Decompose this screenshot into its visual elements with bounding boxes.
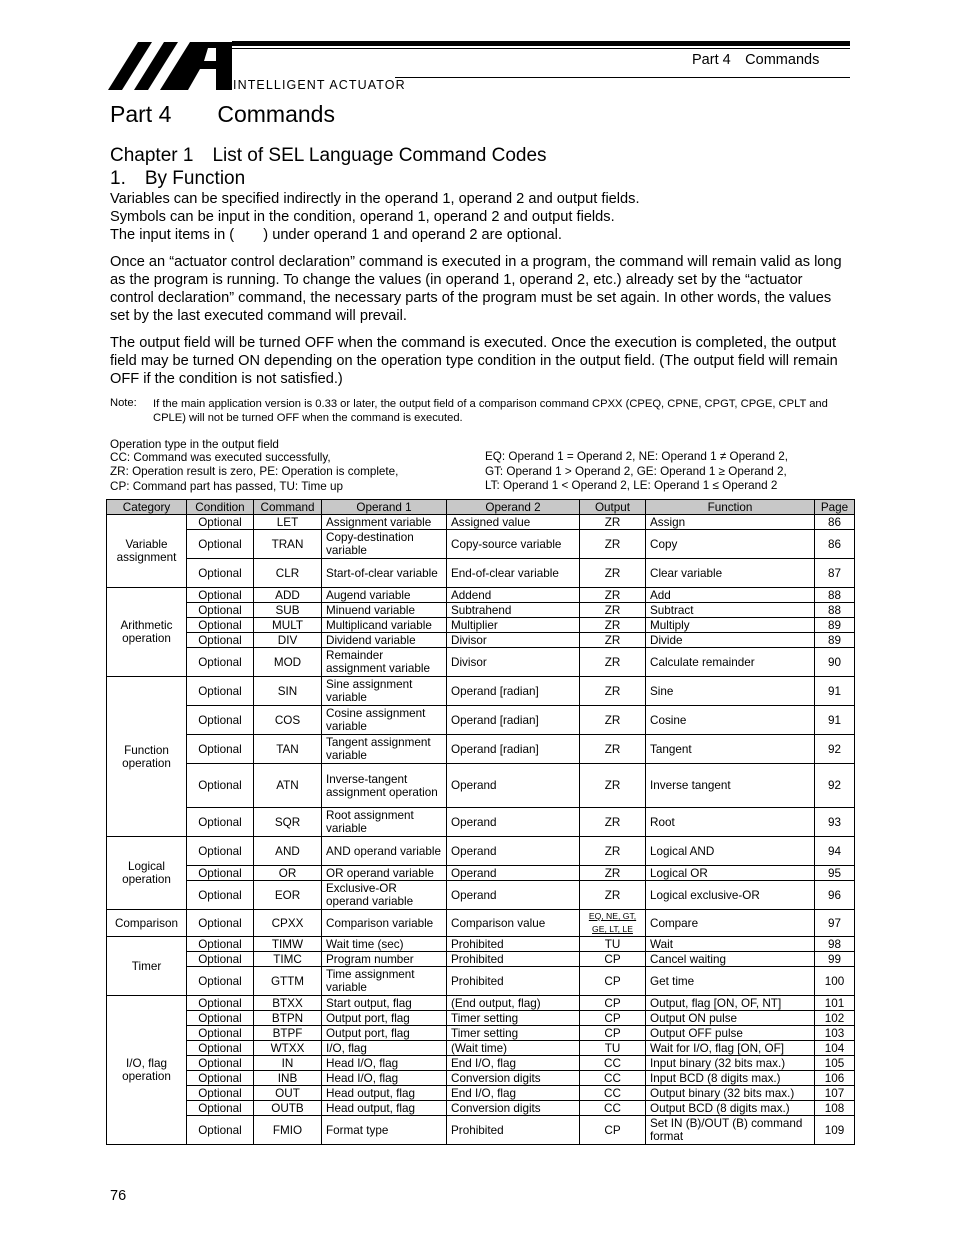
condition-cell: Optional bbox=[187, 648, 254, 677]
operand1-cell: Sine assignment variable bbox=[322, 677, 447, 706]
operand2-cell: Copy-source variable bbox=[447, 530, 580, 559]
operand1-cell: AND operand variable bbox=[322, 837, 447, 866]
page-cell: 87 bbox=[815, 559, 855, 588]
command-cell: DIV bbox=[254, 633, 322, 648]
condition-cell: Optional bbox=[187, 1071, 254, 1086]
operand2-cell: Operand [radian] bbox=[447, 677, 580, 706]
command-cell: BTXX bbox=[254, 996, 322, 1011]
condition-cell: Optional bbox=[187, 633, 254, 648]
intro-line-3: The input items in ( ) under operand 1 and operand 2 are optional. bbox=[110, 227, 562, 243]
table-row bbox=[107, 618, 855, 633]
operand2-cell: End I/O, flag bbox=[447, 1086, 580, 1101]
function-cell: Clear variable bbox=[646, 559, 815, 588]
header-rule-bottom bbox=[395, 77, 850, 78]
command-cell: COS bbox=[254, 706, 322, 735]
page-cell: 86 bbox=[815, 530, 855, 559]
legend-line: CP: Command part has passed, TU: Time up bbox=[110, 480, 343, 494]
operand1-cell: Head I/O, flag bbox=[322, 1071, 447, 1086]
table-row bbox=[107, 837, 855, 866]
output-cell: CP bbox=[580, 967, 646, 996]
header-rule-thick bbox=[232, 41, 850, 46]
output-cell: ZR bbox=[580, 735, 646, 764]
table-row bbox=[107, 1056, 855, 1071]
page-cell: 93 bbox=[815, 808, 855, 837]
page-cell: 89 bbox=[815, 633, 855, 648]
output-line: GE, LT, LE bbox=[592, 924, 633, 934]
table-row bbox=[107, 1116, 855, 1145]
operand2-cell: (Wait time) bbox=[447, 1041, 580, 1056]
table-row bbox=[107, 996, 855, 1011]
operand1-cell: I/O, flag bbox=[322, 1041, 447, 1056]
condition-cell: Optional bbox=[187, 530, 254, 559]
command-cell: TRAN bbox=[254, 530, 322, 559]
operand2-cell: Divisor bbox=[447, 633, 580, 648]
command-cell: TIMW bbox=[254, 937, 322, 952]
output-cell: ZR bbox=[580, 618, 646, 633]
col-header-command: Command bbox=[254, 500, 322, 515]
page-cell: 99 bbox=[815, 952, 855, 967]
table-row bbox=[107, 764, 855, 808]
operand2-cell: Conversion digits bbox=[447, 1071, 580, 1086]
col-header-function: Function bbox=[646, 500, 815, 515]
category-cell: Variable assignment bbox=[107, 515, 187, 588]
output-cell: CP bbox=[580, 1116, 646, 1145]
function-cell: Cancel waiting bbox=[646, 952, 815, 967]
table-row bbox=[107, 588, 855, 603]
operand1-cell: Time assignment variable bbox=[322, 967, 447, 996]
table-row bbox=[107, 937, 855, 952]
operand1-cell: Head output, flag bbox=[322, 1086, 447, 1101]
paragraph-declaration: Once an “actuator control declaration” command is executed in a program, the command will remain valid as long as the program is running. To change the values (in operand 1, operand 2, etc.) already set by the “actuator control declaration” command, the necessary parts of the program must be set again. In other words, the values set by the last executed command will prevail. bbox=[110, 254, 842, 324]
operand1-cell: Program number bbox=[322, 952, 447, 967]
page-cell: 105 bbox=[815, 1056, 855, 1071]
table-row bbox=[107, 1086, 855, 1101]
brand-name: INTELLIGENT ACTUATOR bbox=[233, 78, 406, 92]
operand2-cell: Operand bbox=[447, 866, 580, 881]
operand1-cell: Output port, flag bbox=[322, 1011, 447, 1026]
output-cell: CC bbox=[580, 1071, 646, 1086]
operand1-cell: Augend variable bbox=[322, 588, 447, 603]
legend-line: Operation type in the output field bbox=[110, 438, 279, 451]
header-rule-thin bbox=[232, 48, 850, 49]
condition-cell: Optional bbox=[187, 764, 254, 808]
command-cell: ADD bbox=[254, 588, 322, 603]
command-cell: FMIO bbox=[254, 1116, 322, 1145]
condition-cell: Optional bbox=[187, 735, 254, 764]
output-cell: CP bbox=[580, 952, 646, 967]
command-cell: ATN bbox=[254, 764, 322, 808]
category-cell: Timer bbox=[107, 937, 187, 996]
condition-cell: Optional bbox=[187, 996, 254, 1011]
legend-line: EQ: Operand 1 = Operand 2, NE: Operand 1 ≠ Operand 2, bbox=[485, 450, 789, 463]
condition-cell: Optional bbox=[187, 1026, 254, 1041]
operand2-cell: Timer setting bbox=[447, 1011, 580, 1026]
condition-cell: Optional bbox=[187, 559, 254, 588]
table-row bbox=[107, 648, 855, 677]
table-row bbox=[107, 808, 855, 837]
page-number: 76 bbox=[110, 1188, 127, 1204]
condition-cell: Optional bbox=[187, 910, 254, 937]
operand1-cell: Dividend variable bbox=[322, 633, 447, 648]
condition-cell: Optional bbox=[187, 1056, 254, 1071]
page-cell: 89 bbox=[815, 618, 855, 633]
category-cell: Logical operation bbox=[107, 837, 187, 910]
condition-cell: Optional bbox=[187, 1011, 254, 1026]
condition-cell: Optional bbox=[187, 967, 254, 996]
table-row bbox=[107, 967, 855, 996]
chapter-heading: Chapter 1 List of SEL Language Command Codes bbox=[110, 145, 547, 166]
function-cell: Output OFF pulse bbox=[646, 1026, 815, 1041]
page-cell: 88 bbox=[815, 588, 855, 603]
output-cell: CC bbox=[580, 1056, 646, 1071]
operand1-cell: Head output, flag bbox=[322, 1101, 447, 1116]
operand2-cell: Operand [radian] bbox=[447, 706, 580, 735]
operand1-cell: Exclusive-OR operand variable bbox=[322, 881, 447, 910]
command-cell: BTPN bbox=[254, 1011, 322, 1026]
page-cell: 102 bbox=[815, 1011, 855, 1026]
output-cell: ZR bbox=[580, 677, 646, 706]
operand1-cell: Root assignment variable bbox=[322, 808, 447, 837]
operand2-cell: Divisor bbox=[447, 648, 580, 677]
category-cell: I/O, flag operation bbox=[107, 996, 187, 1145]
table-row bbox=[107, 515, 855, 530]
command-cell: OUTB bbox=[254, 1101, 322, 1116]
operand1-cell: Start output, flag bbox=[322, 996, 447, 1011]
condition-cell: Optional bbox=[187, 677, 254, 706]
operand1-cell: Minuend variable bbox=[322, 603, 447, 618]
command-cell: SUB bbox=[254, 603, 322, 618]
col-header-output: Output bbox=[580, 500, 646, 515]
table-header-row bbox=[107, 500, 855, 515]
operand2-cell: Addend bbox=[447, 588, 580, 603]
operand2-cell: Operand bbox=[447, 881, 580, 910]
table-row bbox=[107, 530, 855, 559]
legend-line: ZR: Operation result is zero, PE: Operation is complete, bbox=[110, 465, 399, 479]
function-cell: Divide bbox=[646, 633, 815, 648]
table-row bbox=[107, 866, 855, 881]
page-cell: 90 bbox=[815, 648, 855, 677]
page-cell: 91 bbox=[815, 706, 855, 735]
function-cell: Assign bbox=[646, 515, 815, 530]
function-cell: Logical AND bbox=[646, 837, 815, 866]
condition-cell: Optional bbox=[187, 618, 254, 633]
output-cell: ZR bbox=[580, 515, 646, 530]
iai-logo-mark bbox=[108, 39, 232, 91]
condition-cell: Optional bbox=[187, 706, 254, 735]
command-cell: EOR bbox=[254, 881, 322, 910]
command-cell: IN bbox=[254, 1056, 322, 1071]
condition-cell: Optional bbox=[187, 866, 254, 881]
operand2-cell: Subtrahend bbox=[447, 603, 580, 618]
function-cell: Logical exclusive-OR bbox=[646, 881, 815, 910]
output-cell: ZR bbox=[580, 764, 646, 808]
intro-line-1: Variables can be specified indirectly in the operand 1, operand 2 and output fields. bbox=[110, 191, 640, 207]
operand2-cell: End-of-clear variable bbox=[447, 559, 580, 588]
output-cell: CC bbox=[580, 1101, 646, 1116]
output-cell: ZR bbox=[580, 706, 646, 735]
function-cell: Input BCD (8 digits max.) bbox=[646, 1071, 815, 1086]
page-cell: 100 bbox=[815, 967, 855, 996]
col-header-operand1: Operand 1 bbox=[322, 500, 447, 515]
function-cell: Root bbox=[646, 808, 815, 837]
category-cell: Comparison bbox=[107, 910, 187, 937]
operand1-cell: Copy-destination variable bbox=[322, 530, 447, 559]
condition-cell: Optional bbox=[187, 952, 254, 967]
function-cell: Cosine bbox=[646, 706, 815, 735]
page-title: Part 4 Commands bbox=[110, 101, 335, 127]
function-cell: Add bbox=[646, 588, 815, 603]
output-cell: CP bbox=[580, 1011, 646, 1026]
output-cell: ZR bbox=[580, 603, 646, 618]
page-cell: 107 bbox=[815, 1086, 855, 1101]
function-cell: Multiply bbox=[646, 618, 815, 633]
command-cell: TAN bbox=[254, 735, 322, 764]
operand2-cell: Prohibited bbox=[447, 1116, 580, 1145]
table-row bbox=[107, 706, 855, 735]
page-cell: 108 bbox=[815, 1101, 855, 1116]
output-cell: CC bbox=[580, 1086, 646, 1101]
condition-cell: Optional bbox=[187, 808, 254, 837]
operand2-cell: Prohibited bbox=[447, 952, 580, 967]
operand1-cell: Comparison variable bbox=[322, 910, 447, 937]
page-cell: 92 bbox=[815, 735, 855, 764]
col-header-page: Page bbox=[815, 500, 855, 515]
output-cell: CP bbox=[580, 1026, 646, 1041]
operand1-cell: Cosine assignment variable bbox=[322, 706, 447, 735]
operand2-cell: Timer setting bbox=[447, 1026, 580, 1041]
operand1-cell: Tangent assignment variable bbox=[322, 735, 447, 764]
page-cell: 94 bbox=[815, 837, 855, 866]
operand2-cell: Comparison value bbox=[447, 910, 580, 937]
table-row bbox=[107, 633, 855, 648]
function-cell: Output ON pulse bbox=[646, 1011, 815, 1026]
command-cell: LET bbox=[254, 515, 322, 530]
condition-cell: Optional bbox=[187, 1101, 254, 1116]
condition-cell: Optional bbox=[187, 837, 254, 866]
function-cell: Wait for I/O, flag [ON, OF] bbox=[646, 1041, 815, 1056]
page-cell: 91 bbox=[815, 677, 855, 706]
function-cell: Calculate remainder bbox=[646, 648, 815, 677]
condition-cell: Optional bbox=[187, 1116, 254, 1145]
operand1-cell: Assignment variable bbox=[322, 515, 447, 530]
legend-operation-types bbox=[110, 438, 398, 495]
command-cell: OR bbox=[254, 866, 322, 881]
table-row bbox=[107, 1041, 855, 1056]
operand2-cell: (End output, flag) bbox=[447, 996, 580, 1011]
command-cell: AND bbox=[254, 837, 322, 866]
operand1-cell: Format type bbox=[322, 1116, 447, 1145]
function-cell: Set IN (B)/OUT (B) command format bbox=[646, 1116, 815, 1145]
page-cell: 104 bbox=[815, 1041, 855, 1056]
page-cell: 97 bbox=[815, 910, 855, 937]
page-cell: 103 bbox=[815, 1026, 855, 1041]
output-cell: ZR bbox=[580, 837, 646, 866]
function-cell: Get time bbox=[646, 967, 815, 996]
output-cell: ZR bbox=[580, 881, 646, 910]
operand2-cell: Multiplier bbox=[447, 618, 580, 633]
command-cell: SQR bbox=[254, 808, 322, 837]
operand1-cell: Start-of-clear variable bbox=[322, 559, 447, 588]
function-cell: Output BCD (8 digits max.) bbox=[646, 1101, 815, 1116]
condition-cell: Optional bbox=[187, 937, 254, 952]
table-row bbox=[107, 1026, 855, 1041]
col-header-condition: Condition bbox=[187, 500, 254, 515]
running-title: Part 4 Commands bbox=[692, 52, 820, 68]
output-cell: ZR bbox=[580, 559, 646, 588]
command-cell: MOD bbox=[254, 648, 322, 677]
col-header-category: Category bbox=[107, 500, 187, 515]
command-cell: OUT bbox=[254, 1086, 322, 1101]
page-cell: 86 bbox=[815, 515, 855, 530]
condition-cell: Optional bbox=[187, 1041, 254, 1056]
operand1-cell: Head I/O, flag bbox=[322, 1056, 447, 1071]
operand2-cell: Prohibited bbox=[447, 937, 580, 952]
page-cell: 109 bbox=[815, 1116, 855, 1145]
command-cell: BTPF bbox=[254, 1026, 322, 1041]
output-cell: ZR bbox=[580, 588, 646, 603]
function-cell: Inverse tangent bbox=[646, 764, 815, 808]
condition-cell: Optional bbox=[187, 1086, 254, 1101]
command-cell: GTTM bbox=[254, 967, 322, 996]
paragraph-output-field: The output field will be turned OFF when the command is executed. Once the execution is completed, the output field may be turned ON depending on the operation type condition in the output field. (The output field will remain OFF if the condition is not satisfied.) bbox=[110, 335, 838, 387]
category-cell: Arithmetic operation bbox=[107, 588, 187, 677]
operand2-cell: Operand bbox=[447, 808, 580, 837]
condition-cell: Optional bbox=[187, 881, 254, 910]
function-cell: Copy bbox=[646, 530, 815, 559]
command-cell: TIMC bbox=[254, 952, 322, 967]
table-row bbox=[107, 735, 855, 764]
table-row bbox=[107, 881, 855, 910]
legend-line: CC: Command was executed successfully, bbox=[110, 450, 331, 464]
output-cell: ZR bbox=[580, 633, 646, 648]
output-cell: CP bbox=[580, 996, 646, 1011]
condition-cell: Optional bbox=[187, 588, 254, 603]
legend-line: GT: Operand 1 > Operand 2, GE: Operand 1 ≥ Operand 2, bbox=[485, 464, 787, 478]
page-cell: 96 bbox=[815, 881, 855, 910]
table-row bbox=[107, 1101, 855, 1116]
table-row bbox=[107, 677, 855, 706]
function-cell: Output binary (32 bits max.) bbox=[646, 1086, 815, 1101]
output-cell: ZR bbox=[580, 648, 646, 677]
condition-cell: Optional bbox=[187, 603, 254, 618]
page-cell: 106 bbox=[815, 1071, 855, 1086]
function-cell: Subtract bbox=[646, 603, 815, 618]
operand1-cell: OR operand variable bbox=[322, 866, 447, 881]
function-cell: Wait bbox=[646, 937, 815, 952]
function-cell: Compare bbox=[646, 910, 815, 937]
operand2-cell: Prohibited bbox=[447, 967, 580, 996]
page-cell: 101 bbox=[815, 996, 855, 1011]
command-cell: INB bbox=[254, 1071, 322, 1086]
category-cell: Function operation bbox=[107, 677, 187, 837]
legend-comparisons bbox=[485, 450, 788, 494]
function-cell: Logical OR bbox=[646, 866, 815, 881]
output-cell: TU bbox=[580, 937, 646, 952]
col-header-operand2: Operand 2 bbox=[447, 500, 580, 515]
command-cell: SIN bbox=[254, 677, 322, 706]
table-row bbox=[107, 910, 855, 937]
table-row bbox=[107, 559, 855, 588]
command-cell: WTXX bbox=[254, 1041, 322, 1056]
output-line: EQ, NE, GT, bbox=[588, 911, 637, 921]
legend-line: LT: Operand 1 < Operand 2, LE: Operand 1 ≤ Operand 2 bbox=[485, 479, 778, 493]
output-cell: ZR bbox=[580, 530, 646, 559]
table-row bbox=[107, 952, 855, 967]
function-cell: Sine bbox=[646, 677, 815, 706]
operand1-cell: Output port, flag bbox=[322, 1026, 447, 1041]
command-cell: CPXX bbox=[254, 910, 322, 937]
section-heading: 1. By Function bbox=[110, 168, 246, 189]
operand2-cell: Conversion digits bbox=[447, 1101, 580, 1116]
note-label: Note: bbox=[110, 397, 137, 409]
output-cell: ZR bbox=[580, 866, 646, 881]
function-cell: Input binary (32 bits max.) bbox=[646, 1056, 815, 1071]
table-row bbox=[107, 1071, 855, 1086]
table-row bbox=[107, 603, 855, 618]
page-cell: 95 bbox=[815, 866, 855, 881]
function-cell: Output, flag [ON, OF, NT] bbox=[646, 996, 815, 1011]
operand2-cell: Operand bbox=[447, 837, 580, 866]
command-cell: MULT bbox=[254, 618, 322, 633]
function-cell: Tangent bbox=[646, 735, 815, 764]
output-cell bbox=[580, 910, 646, 937]
command-cell: CLR bbox=[254, 559, 322, 588]
page-cell: 92 bbox=[815, 764, 855, 808]
command-table bbox=[106, 499, 855, 1145]
operand2-cell: End I/O, flag bbox=[447, 1056, 580, 1071]
note-text: If the main application version is 0.33 or later, the output field of a comparison command CPXX (CPEQ, CPNE, CPGT, CPGE, CPLT and CPLE) will not be turned OFF when the command is executed. bbox=[153, 398, 828, 424]
operand1-cell: Multiplicand variable bbox=[322, 618, 447, 633]
operand2-cell: Operand [radian] bbox=[447, 735, 580, 764]
operand2-cell: Assigned value bbox=[447, 515, 580, 530]
intro-line-2: Symbols can be input in the condition, operand 1, operand 2 and output fields. bbox=[110, 209, 615, 225]
operand1-cell: Inverse-tangent assignment operation bbox=[322, 764, 447, 808]
operand2-cell: Operand bbox=[447, 764, 580, 808]
page-cell: 88 bbox=[815, 603, 855, 618]
output-cell: TU bbox=[580, 1041, 646, 1056]
page-cell: 98 bbox=[815, 937, 855, 952]
operand1-cell: Wait time (sec) bbox=[322, 937, 447, 952]
condition-cell: Optional bbox=[187, 515, 254, 530]
operand1-cell: Remainder assignment variable bbox=[322, 648, 447, 677]
output-cell: ZR bbox=[580, 808, 646, 837]
table-row bbox=[107, 1011, 855, 1026]
